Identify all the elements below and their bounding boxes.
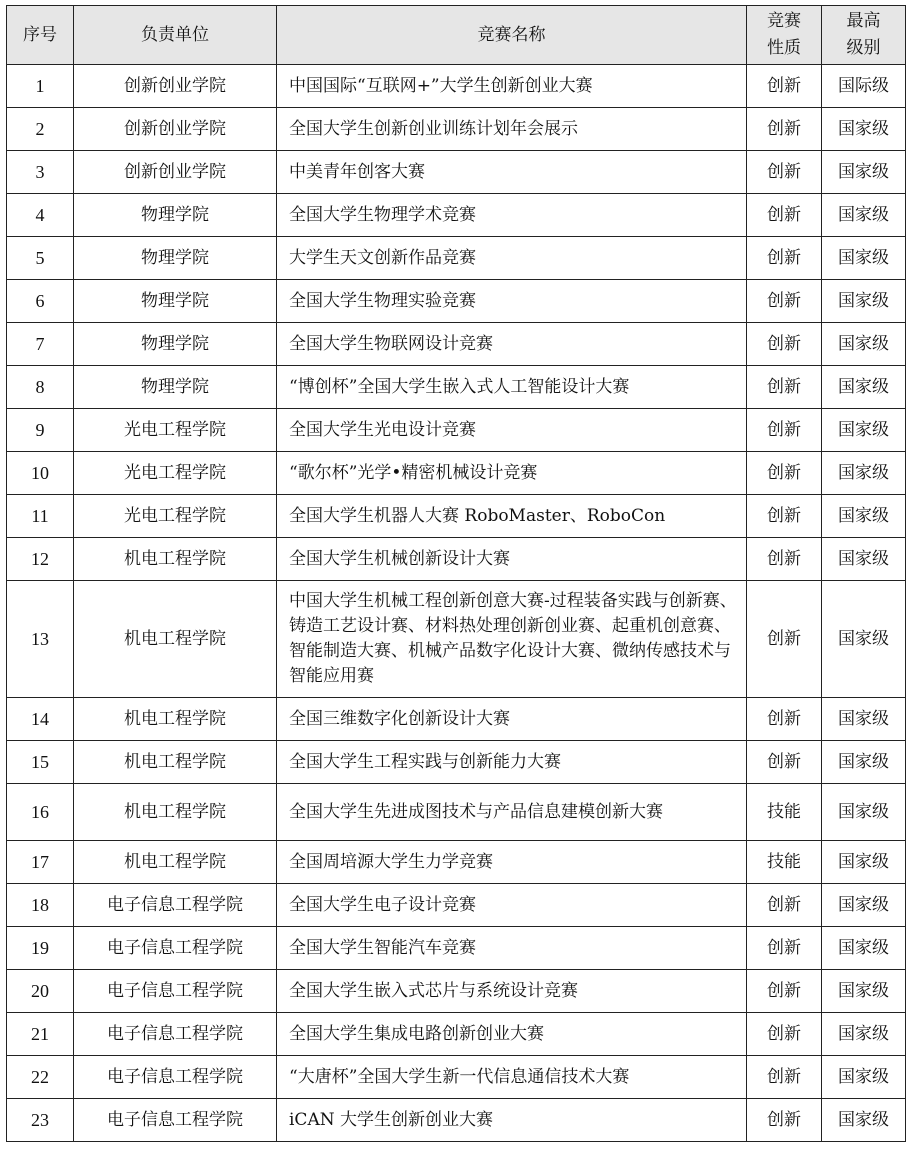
table-row <box>7 1099 906 1142</box>
row-type: 创新 <box>747 495 822 538</box>
row-type: 创新 <box>747 538 822 581</box>
row-competition-name: “博创杯”全国大学生嵌入式人工智能设计大赛 <box>277 366 747 409</box>
row-competition-name: 全国大学生机器人大赛 RoboMaster、RoboCon <box>277 495 747 538</box>
row-unit: 机电工程学院 <box>74 581 277 698</box>
row-type: 创新 <box>747 65 822 108</box>
row-serial: 16 <box>7 784 74 841</box>
row-serial: 12 <box>7 538 74 581</box>
table-row <box>7 280 906 323</box>
row-serial: 5 <box>7 237 74 280</box>
competition-table <box>6 5 906 1142</box>
row-unit: 电子信息工程学院 <box>74 1056 277 1099</box>
row-unit: 创新创业学院 <box>74 65 277 108</box>
row-serial: 1 <box>7 65 74 108</box>
row-unit: 电子信息工程学院 <box>74 884 277 927</box>
row-competition-name: 全国大学生工程实践与创新能力大赛 <box>277 741 747 784</box>
table-row <box>7 65 906 108</box>
row-level: 国家级 <box>822 366 906 409</box>
row-type: 创新 <box>747 194 822 237</box>
row-type: 创新 <box>747 884 822 927</box>
row-competition-name: 全国大学生创新创业训练计划年会展示 <box>277 108 747 151</box>
row-unit: 机电工程学院 <box>74 698 277 741</box>
row-serial: 23 <box>7 1099 74 1142</box>
row-serial: 18 <box>7 884 74 927</box>
table-row <box>7 495 906 538</box>
row-type: 创新 <box>747 366 822 409</box>
table-row <box>7 841 906 884</box>
row-unit: 电子信息工程学院 <box>74 1013 277 1056</box>
table-row <box>7 366 906 409</box>
row-competition-name: iCAN 大学生创新创业大赛 <box>277 1099 747 1142</box>
row-serial: 2 <box>7 108 74 151</box>
table-body <box>7 65 906 1142</box>
row-serial: 3 <box>7 151 74 194</box>
table-row <box>7 323 906 366</box>
row-level: 国家级 <box>822 1013 906 1056</box>
table-row <box>7 741 906 784</box>
row-type: 创新 <box>747 108 822 151</box>
table-row <box>7 194 906 237</box>
row-type: 创新 <box>747 581 822 698</box>
row-serial: 9 <box>7 409 74 452</box>
row-level: 国家级 <box>822 151 906 194</box>
row-serial: 11 <box>7 495 74 538</box>
row-unit: 创新创业学院 <box>74 151 277 194</box>
row-unit: 光电工程学院 <box>74 409 277 452</box>
row-unit: 物理学院 <box>74 366 277 409</box>
row-type: 创新 <box>747 698 822 741</box>
row-competition-name: 全国大学生物理实验竞赛 <box>277 280 747 323</box>
row-serial: 17 <box>7 841 74 884</box>
row-level: 国家级 <box>822 108 906 151</box>
row-competition-name: “大唐杯”全国大学生新一代信息通信技术大赛 <box>277 1056 747 1099</box>
row-serial: 22 <box>7 1056 74 1099</box>
row-level: 国家级 <box>822 841 906 884</box>
row-unit: 电子信息工程学院 <box>74 1099 277 1142</box>
row-competition-name: 全国大学生机械创新设计大赛 <box>277 538 747 581</box>
row-serial: 7 <box>7 323 74 366</box>
row-unit: 物理学院 <box>74 323 277 366</box>
row-level: 国家级 <box>822 581 906 698</box>
row-type: 技能 <box>747 784 822 841</box>
row-level: 国家级 <box>822 927 906 970</box>
row-serial: 4 <box>7 194 74 237</box>
row-unit: 电子信息工程学院 <box>74 927 277 970</box>
table-row <box>7 1056 906 1099</box>
row-level: 国家级 <box>822 237 906 280</box>
row-serial: 14 <box>7 698 74 741</box>
row-type: 创新 <box>747 1099 822 1142</box>
table-row <box>7 581 906 698</box>
row-competition-name: 中国大学生机械工程创新创意大赛-过程装备实践与创新赛、铸造工艺设计赛、材料热处理创新创业赛、起重机创意赛、智能制造大赛、机械产品数字化设计大赛、微纳传感技术与智能应用赛 <box>277 581 747 698</box>
table-row <box>7 409 906 452</box>
row-unit: 创新创业学院 <box>74 108 277 151</box>
table-row <box>7 538 906 581</box>
row-level: 国家级 <box>822 784 906 841</box>
row-unit: 物理学院 <box>74 194 277 237</box>
table-row <box>7 927 906 970</box>
header-unit: 负责单位 <box>74 6 277 65</box>
row-level: 国家级 <box>822 323 906 366</box>
row-type: 创新 <box>747 151 822 194</box>
header-level: 最高 级别 <box>822 6 906 65</box>
row-serial: 21 <box>7 1013 74 1056</box>
table-row <box>7 698 906 741</box>
table-row <box>7 884 906 927</box>
table-row <box>7 784 906 841</box>
header-type: 竞赛 性质 <box>747 6 822 65</box>
header-name: 竞赛名称 <box>277 6 747 65</box>
row-unit: 物理学院 <box>74 280 277 323</box>
row-serial: 6 <box>7 280 74 323</box>
row-competition-name: 全国大学生先进成图技术与产品信息建模创新大赛 <box>277 784 747 841</box>
row-competition-name: 全国大学生智能汽车竞赛 <box>277 927 747 970</box>
row-unit: 电子信息工程学院 <box>74 970 277 1013</box>
row-type: 创新 <box>747 323 822 366</box>
row-unit: 机电工程学院 <box>74 784 277 841</box>
row-serial: 13 <box>7 581 74 698</box>
row-competition-name: 全国大学生嵌入式芯片与系统设计竞赛 <box>277 970 747 1013</box>
row-level: 国际级 <box>822 65 906 108</box>
row-level: 国家级 <box>822 698 906 741</box>
row-competition-name: 全国大学生电子设计竞赛 <box>277 884 747 927</box>
table-header-row <box>7 6 906 65</box>
table-row <box>7 970 906 1013</box>
row-competition-name: “歌尔杯”光学•精密机械设计竞赛 <box>277 452 747 495</box>
row-unit: 机电工程学院 <box>74 841 277 884</box>
row-competition-name: 全国大学生光电设计竞赛 <box>277 409 747 452</box>
row-competition-name: 全国三维数字化创新设计大赛 <box>277 698 747 741</box>
row-competition-name: 中国国际“互联网+”大学生创新创业大赛 <box>277 65 747 108</box>
row-level: 国家级 <box>822 970 906 1013</box>
row-level: 国家级 <box>822 280 906 323</box>
row-type: 技能 <box>747 841 822 884</box>
row-type: 创新 <box>747 409 822 452</box>
table-row <box>7 108 906 151</box>
row-type: 创新 <box>747 1013 822 1056</box>
table-row <box>7 452 906 495</box>
table-row <box>7 1013 906 1056</box>
row-serial: 15 <box>7 741 74 784</box>
row-type: 创新 <box>747 1056 822 1099</box>
row-unit: 机电工程学院 <box>74 538 277 581</box>
row-serial: 10 <box>7 452 74 495</box>
row-competition-name: 全国大学生物联网设计竞赛 <box>277 323 747 366</box>
row-competition-name: 大学生天文创新作品竞赛 <box>277 237 747 280</box>
row-level: 国家级 <box>822 538 906 581</box>
row-level: 国家级 <box>822 884 906 927</box>
row-unit: 物理学院 <box>74 237 277 280</box>
row-level: 国家级 <box>822 452 906 495</box>
row-unit: 光电工程学院 <box>74 452 277 495</box>
row-type: 创新 <box>747 927 822 970</box>
row-type: 创新 <box>747 970 822 1013</box>
row-serial: 20 <box>7 970 74 1013</box>
row-level: 国家级 <box>822 409 906 452</box>
row-level: 国家级 <box>822 1099 906 1142</box>
row-competition-name: 全国周培源大学生力学竞赛 <box>277 841 747 884</box>
row-level: 国家级 <box>822 495 906 538</box>
row-type: 创新 <box>747 741 822 784</box>
row-level: 国家级 <box>822 741 906 784</box>
row-type: 创新 <box>747 237 822 280</box>
row-type: 创新 <box>747 280 822 323</box>
header-serial: 序号 <box>7 6 74 65</box>
row-level: 国家级 <box>822 1056 906 1099</box>
row-level: 国家级 <box>822 194 906 237</box>
table-row <box>7 151 906 194</box>
row-unit: 机电工程学院 <box>74 741 277 784</box>
row-unit: 光电工程学院 <box>74 495 277 538</box>
row-competition-name: 全国大学生集成电路创新创业大赛 <box>277 1013 747 1056</box>
row-competition-name: 全国大学生物理学术竞赛 <box>277 194 747 237</box>
row-serial: 19 <box>7 927 74 970</box>
row-serial: 8 <box>7 366 74 409</box>
row-competition-name: 中美青年创客大赛 <box>277 151 747 194</box>
table-row <box>7 237 906 280</box>
row-type: 创新 <box>747 452 822 495</box>
